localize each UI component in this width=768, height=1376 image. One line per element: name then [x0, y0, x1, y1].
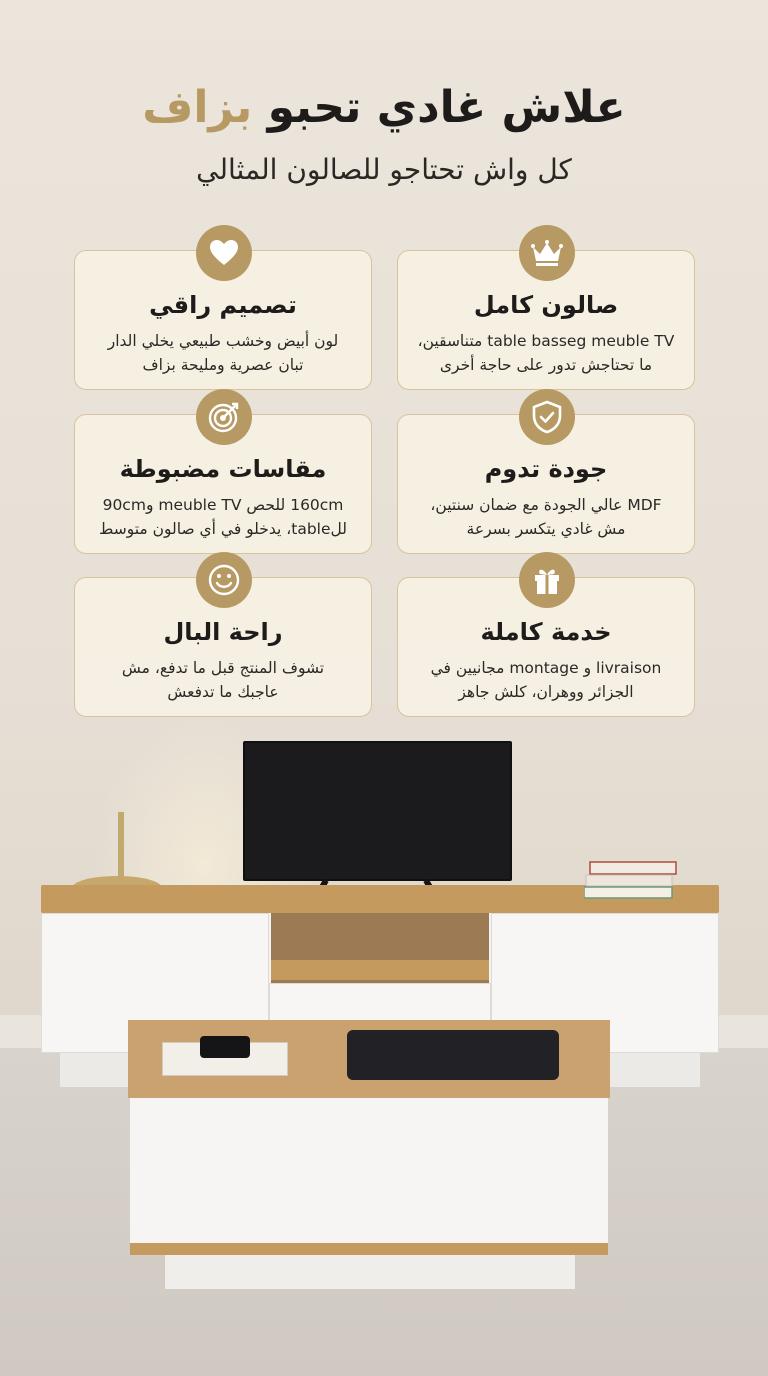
target-icon: [196, 389, 252, 445]
card-title: خدمة كاملة: [480, 618, 612, 646]
coffee-table-band: [130, 1243, 608, 1255]
lamp-stem: [118, 812, 124, 880]
shield-check-icon: [519, 389, 575, 445]
feature-card-complete-salon: [397, 250, 695, 390]
card-title: جودة تدوم: [484, 455, 608, 483]
card-text-line: عاجبك ما تدفعش: [167, 683, 279, 701]
crown-icon: [519, 225, 575, 281]
card-text-line: مش غادي يتكسر بسرعة: [466, 520, 626, 538]
laptop: [347, 1030, 559, 1080]
card-text-line: للtable، يدخلو في أي صالون متوسط: [99, 520, 347, 538]
card-text-line: تشوف المنتج قبل ما تدفع، مش: [121, 659, 325, 677]
tv-box-device: [200, 1036, 250, 1058]
feature-card-exact-dimensions: [74, 414, 372, 554]
page-subtitle: كل واش تحتاجو للصالون المثالي: [196, 153, 572, 186]
page-title: [0, 78, 768, 138]
tv-screen: [243, 741, 512, 881]
card-title: تصميم راقي: [149, 291, 297, 319]
smile-icon: [196, 552, 252, 608]
card-title: مقاسات مضبوطة: [119, 455, 327, 483]
card-text-line: livraison و montage مجانيين في: [430, 659, 662, 677]
card-text: [87, 329, 359, 377]
card-title: صالون كامل: [473, 291, 619, 319]
feature-card-elegant-design: [74, 250, 372, 390]
card-text-line: table basseg meuble TV متناسقين،: [417, 332, 675, 350]
card-text: [410, 329, 682, 377]
feature-card-full-service: [397, 577, 695, 717]
title-accent: بزاف: [142, 82, 253, 133]
gift-icon: [519, 552, 575, 608]
card-text-line: MDF عالي الجودة مع ضمان سنتين،: [430, 496, 662, 514]
tv-unit-shelf-basket: [271, 960, 489, 980]
card-text: [410, 493, 682, 541]
heart-icon: [196, 225, 252, 281]
card-text-line: الجزائر ووهران، كلش جاهز: [458, 683, 634, 701]
card-text-line: 160cm للحص meuble TV و90cm: [102, 496, 344, 514]
coffee-table-base: [165, 1255, 575, 1289]
feature-card-lasting-quality: [397, 414, 695, 554]
card-text-line: لون أبيض وخشب طبيعي يخلي الدار: [107, 332, 339, 350]
feature-card-peace-of-mind: [74, 577, 372, 717]
card-text-line: ما تحتاجش تدور على حاجة أخرى: [439, 356, 653, 374]
card-text: [87, 493, 359, 541]
card-text: [410, 656, 682, 704]
card-text: [87, 656, 359, 704]
title-main: علاش غادي تحبو: [267, 82, 626, 133]
coffee-table-body: [130, 1098, 608, 1248]
card-title: راحة البال: [163, 618, 283, 646]
book-stack: [584, 860, 678, 900]
card-text-line: تبان عصرية ومليحة بزاف: [142, 356, 304, 374]
